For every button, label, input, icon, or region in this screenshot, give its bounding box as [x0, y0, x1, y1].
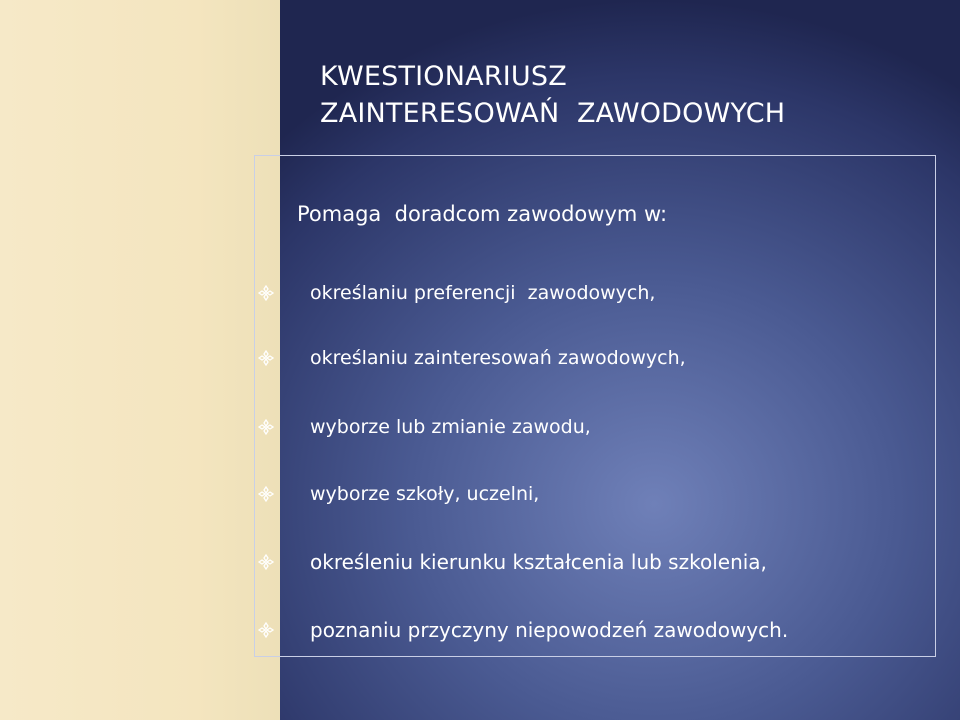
list-item [258, 547, 767, 577]
list-item [258, 278, 656, 308]
diamond-bullet-icon [258, 285, 274, 301]
list-item [258, 412, 591, 442]
diamond-bullet-icon [258, 350, 274, 366]
list-item-label: poznaniu przyczyny niepowodzeń zawodowych. [310, 618, 789, 642]
diamond-bullet-icon [258, 622, 274, 638]
list-item [258, 479, 540, 509]
slide-subtitle: Pomaga doradcom zawodowym w: [297, 202, 668, 226]
list-item-label: określaniu zainteresowań zawodowych, [310, 347, 686, 369]
title-line-1: KWESTIONARIUSZ [320, 61, 567, 92]
diamond-bullet-icon [258, 486, 274, 502]
list-item-label: wyborze lub zmianie zawodu, [310, 416, 591, 438]
list-item-label: określeniu kierunku kształcenia lub szkolenia, [310, 550, 767, 574]
list-item [258, 615, 789, 645]
list-item [258, 343, 686, 373]
list-item-label: określaniu preferencji zawodowych, [310, 282, 656, 304]
list-item-label: wyborze szkoły, uczelni, [310, 483, 540, 505]
diamond-bullet-icon [258, 554, 274, 570]
left-decor-panel [0, 0, 280, 720]
diamond-bullet-icon [258, 419, 274, 435]
title-line-2: ZAINTERESOWAŃ ZAWODOWYCH [320, 98, 786, 129]
slide-title [320, 58, 785, 132]
content-frame [254, 155, 936, 657]
